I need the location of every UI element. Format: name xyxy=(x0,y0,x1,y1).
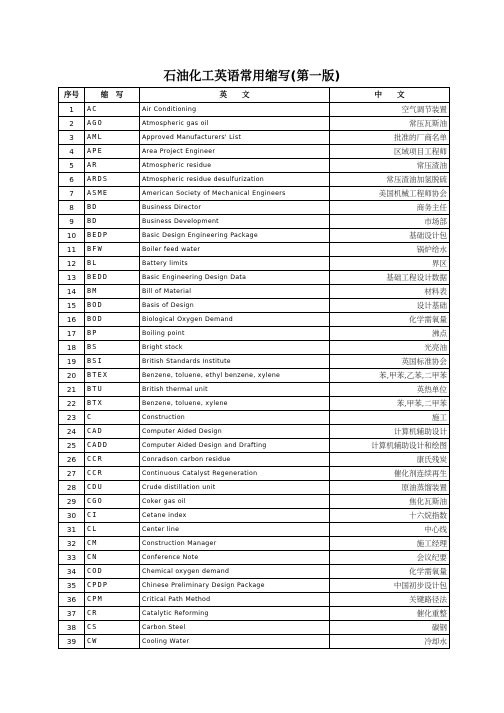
abbreviation-cell: BSI xyxy=(85,354,140,368)
table-row xyxy=(59,298,450,312)
row-number: 37 xyxy=(59,606,85,620)
chinese-cell: 沸点 xyxy=(330,326,450,340)
chinese-cell: 化学需氧量 xyxy=(330,564,450,578)
row-number: 19 xyxy=(59,354,85,368)
header-abbr: 缩 写 xyxy=(85,88,140,103)
english-cell: Construction Manager xyxy=(140,536,330,550)
table-row xyxy=(59,424,450,438)
table-row xyxy=(59,284,450,298)
english-cell: Bill of Material xyxy=(140,284,330,298)
row-number: 20 xyxy=(59,368,85,382)
abbreviation-cell: CDU xyxy=(85,480,140,494)
row-number: 33 xyxy=(59,550,85,564)
english-cell: American Society of Mechanical Engineers xyxy=(140,186,330,200)
english-cell: British Standards Institute xyxy=(140,354,330,368)
row-number: 6 xyxy=(59,172,85,186)
abbreviation-cell: CI xyxy=(85,508,140,522)
chinese-cell: 催化剂连续再生 xyxy=(330,466,450,480)
abbreviation-cell: CW xyxy=(85,634,140,648)
chinese-cell: 施工经理 xyxy=(330,536,450,550)
english-cell: Basic Engineering Design Data xyxy=(140,270,330,284)
chinese-cell: 商务主任 xyxy=(330,200,450,214)
chinese-cell: 冷却水 xyxy=(330,634,450,648)
table-row xyxy=(59,312,450,326)
row-number: 1 xyxy=(59,102,85,116)
chinese-cell: 设计基础 xyxy=(330,298,450,312)
english-cell: Biological Oxygen Demand xyxy=(140,312,330,326)
row-number: 35 xyxy=(59,578,85,592)
abbreviation-cell: AR xyxy=(85,158,140,172)
row-number: 17 xyxy=(59,326,85,340)
english-cell: Approved Manufacturers' List xyxy=(140,130,330,144)
abbreviation-cell: CGO xyxy=(85,494,140,508)
table-row xyxy=(59,620,450,634)
english-cell: Center line xyxy=(140,522,330,536)
abbreviation-cell: ARDS xyxy=(85,172,140,186)
table-row xyxy=(59,256,450,270)
english-cell: Benzene, toluene, ethyl benzene, xylene xyxy=(140,368,330,382)
english-cell: British thermal unit xyxy=(140,382,330,396)
row-number: 32 xyxy=(59,536,85,550)
abbreviation-cell: BM xyxy=(85,284,140,298)
chinese-cell: 空气调节装置 xyxy=(330,102,450,116)
page-title: 石油化工英语常用缩写(第一版) xyxy=(163,68,341,83)
table-row xyxy=(59,340,450,354)
table-row xyxy=(59,186,450,200)
row-number: 25 xyxy=(59,438,85,452)
table-row xyxy=(59,130,450,144)
chinese-cell: 施工 xyxy=(330,410,450,424)
row-number: 15 xyxy=(59,298,85,312)
chinese-cell: 中国初步设计包 xyxy=(330,578,450,592)
table-row xyxy=(59,606,450,620)
english-cell: Benzene, toluene, xylene xyxy=(140,396,330,410)
table-row xyxy=(59,116,450,130)
english-cell: Atmospheric residue desulfurization xyxy=(140,172,330,186)
chinese-cell: 光亮油 xyxy=(330,340,450,354)
chinese-cell: 计算机辅助设计和绘图 xyxy=(330,438,450,452)
chinese-cell: 基础工程设计数据 xyxy=(330,270,450,284)
row-number: 11 xyxy=(59,242,85,256)
english-cell: Business Director xyxy=(140,200,330,214)
header-no: 序号 xyxy=(59,88,85,103)
header-zh: 中 文 xyxy=(330,88,450,103)
table-row xyxy=(59,438,450,452)
abbreviation-cell: CL xyxy=(85,522,140,536)
row-number: 24 xyxy=(59,424,85,438)
row-number: 9 xyxy=(59,214,85,228)
table-row xyxy=(59,452,450,466)
chinese-cell: 基础设计包 xyxy=(330,228,450,242)
abbreviation-cell: BTU xyxy=(85,382,140,396)
english-cell: Chemical oxygen demand xyxy=(140,564,330,578)
chinese-cell: 英国标准协会 xyxy=(330,354,450,368)
english-cell: Atmospheric gas oil xyxy=(140,116,330,130)
chinese-cell: 界区 xyxy=(330,256,450,270)
english-cell: Coker gas oil xyxy=(140,494,330,508)
chinese-cell: 常压瓦斯油 xyxy=(330,116,450,130)
english-cell: Continuous Catalyst Regeneration xyxy=(140,466,330,480)
abbreviation-cell: ASME xyxy=(85,186,140,200)
row-number: 14 xyxy=(59,284,85,298)
chinese-cell: 催化重整 xyxy=(330,606,450,620)
table-row xyxy=(59,228,450,242)
row-number: 31 xyxy=(59,522,85,536)
abbreviation-cell: BFW xyxy=(85,242,140,256)
abbreviation-cell: BEDP xyxy=(85,228,140,242)
chinese-cell: 英热单位 xyxy=(330,382,450,396)
table-row xyxy=(59,158,450,172)
table-row xyxy=(59,578,450,592)
row-number: 34 xyxy=(59,564,85,578)
table-row xyxy=(59,270,450,284)
english-cell: Atmospheric residue xyxy=(140,158,330,172)
abbreviation-cell: CADD xyxy=(85,438,140,452)
row-number: 18 xyxy=(59,340,85,354)
english-cell: Computer Aided Design xyxy=(140,424,330,438)
abbreviation-cell: C xyxy=(85,410,140,424)
chinese-cell: 中心线 xyxy=(330,522,450,536)
chinese-cell: 区域项目工程师 xyxy=(330,144,450,158)
row-number: 7 xyxy=(59,186,85,200)
abbreviation-cell: BOD xyxy=(85,298,140,312)
english-cell: Bright stock xyxy=(140,340,330,354)
table-row xyxy=(59,494,450,508)
row-number: 39 xyxy=(59,634,85,648)
abbreviation-cell: BS xyxy=(85,340,140,354)
table-row xyxy=(59,564,450,578)
english-cell: Boiler feed water xyxy=(140,242,330,256)
english-cell: Computer Aided Design and Drafting xyxy=(140,438,330,452)
table-row xyxy=(59,536,450,550)
abbreviation-cell: APE xyxy=(85,144,140,158)
chinese-cell: 关键路径法 xyxy=(330,592,450,606)
chinese-cell: 康氏残炭 xyxy=(330,452,450,466)
row-number: 8 xyxy=(59,200,85,214)
table-row xyxy=(59,480,450,494)
row-number: 3 xyxy=(59,130,85,144)
abbreviation-cell: BOD xyxy=(85,312,140,326)
chinese-cell: 原油蒸馏装置 xyxy=(330,480,450,494)
abbreviation-table xyxy=(58,87,450,649)
abbreviation-cell: CS xyxy=(85,620,140,634)
row-number: 27 xyxy=(59,466,85,480)
table-row xyxy=(59,326,450,340)
english-cell: Air Conditioning xyxy=(140,102,330,116)
table-row xyxy=(59,368,450,382)
table-header-row xyxy=(59,88,450,103)
row-number: 13 xyxy=(59,270,85,284)
abbreviation-cell: CM xyxy=(85,536,140,550)
abbreviation-cell: BP xyxy=(85,326,140,340)
table-row xyxy=(59,172,450,186)
abbreviation-cell: CR xyxy=(85,606,140,620)
table-row xyxy=(59,144,450,158)
english-cell: Battery limits xyxy=(140,256,330,270)
abbreviation-cell: BTEX xyxy=(85,368,140,382)
table-row xyxy=(59,522,450,536)
chinese-cell: 常压渣油 xyxy=(330,158,450,172)
abbreviation-cell: CN xyxy=(85,550,140,564)
chinese-cell: 材料表 xyxy=(330,284,450,298)
table-row xyxy=(59,634,450,648)
table-row xyxy=(59,242,450,256)
abbreviation-cell: BL xyxy=(85,256,140,270)
row-number: 23 xyxy=(59,410,85,424)
table-row xyxy=(59,550,450,564)
abbreviation-cell: BD xyxy=(85,214,140,228)
english-cell: Area Project Engineer xyxy=(140,144,330,158)
chinese-cell: 市场部 xyxy=(330,214,450,228)
table-row xyxy=(59,592,450,606)
table-row xyxy=(59,214,450,228)
english-cell: Cetane index xyxy=(140,508,330,522)
chinese-cell: 焦化瓦斯油 xyxy=(330,494,450,508)
row-number: 22 xyxy=(59,396,85,410)
table-row xyxy=(59,410,450,424)
row-number: 4 xyxy=(59,144,85,158)
row-number: 36 xyxy=(59,592,85,606)
english-cell: Cooling Water xyxy=(140,634,330,648)
table-row xyxy=(59,396,450,410)
row-number: 21 xyxy=(59,382,85,396)
chinese-cell: 批准的厂商名单 xyxy=(330,130,450,144)
english-cell: Crude distillation unit xyxy=(140,480,330,494)
table-body xyxy=(59,102,450,648)
english-cell: Boiling point xyxy=(140,326,330,340)
chinese-cell: 常压渣油加氢脱硫 xyxy=(330,172,450,186)
abbreviation-cell: CCR xyxy=(85,452,140,466)
chinese-cell: 苯,甲苯,乙苯,二甲苯 xyxy=(330,368,450,382)
row-number: 38 xyxy=(59,620,85,634)
english-cell: Conradson carbon residue xyxy=(140,452,330,466)
english-cell: Conference Note xyxy=(140,550,330,564)
table-row xyxy=(59,354,450,368)
english-cell: Basis of Design xyxy=(140,298,330,312)
chinese-cell: 十六烷指数 xyxy=(330,508,450,522)
row-number: 10 xyxy=(59,228,85,242)
table-row xyxy=(59,102,450,116)
row-number: 5 xyxy=(59,158,85,172)
abbreviation-cell: COD xyxy=(85,564,140,578)
abbreviation-cell: BD xyxy=(85,200,140,214)
chinese-cell: 美国机械工程师协会 xyxy=(330,186,450,200)
english-cell: Basic Design Engineering Package xyxy=(140,228,330,242)
header-en: 英 文 xyxy=(140,88,330,103)
english-cell: Critical Path Method xyxy=(140,592,330,606)
english-cell: Carbon Steel xyxy=(140,620,330,634)
row-number: 12 xyxy=(59,256,85,270)
table-row xyxy=(59,200,450,214)
english-cell: Chinese Preliminary Design Package xyxy=(140,578,330,592)
abbreviation-cell: AC xyxy=(85,102,140,116)
row-number: 29 xyxy=(59,494,85,508)
abbreviation-cell: CPM xyxy=(85,592,140,606)
row-number: 16 xyxy=(59,312,85,326)
table-row xyxy=(59,508,450,522)
chinese-cell: 锅炉给水 xyxy=(330,242,450,256)
english-cell: Construction xyxy=(140,410,330,424)
row-number: 28 xyxy=(59,480,85,494)
row-number: 2 xyxy=(59,116,85,130)
chinese-cell: 碳钢 xyxy=(330,620,450,634)
chinese-cell: 会议纪要 xyxy=(330,550,450,564)
english-cell: Catalytic Reforming xyxy=(140,606,330,620)
abbreviation-cell: CCR xyxy=(85,466,140,480)
abbreviation-cell: AGO xyxy=(85,116,140,130)
abbreviation-cell: AML xyxy=(85,130,140,144)
row-number: 30 xyxy=(59,508,85,522)
table-row xyxy=(59,466,450,480)
abbreviation-cell: BTX xyxy=(85,396,140,410)
english-cell: Business Development xyxy=(140,214,330,228)
abbreviation-cell: BEDD xyxy=(85,270,140,284)
abbreviation-cell: CAD xyxy=(85,424,140,438)
chinese-cell: 化学需氧量 xyxy=(330,312,450,326)
chinese-cell: 计算机辅助设计 xyxy=(330,424,450,438)
chinese-cell: 苯,甲苯,二甲苯 xyxy=(330,396,450,410)
row-number: 26 xyxy=(59,452,85,466)
table-row xyxy=(59,382,450,396)
abbreviation-cell: CPDP xyxy=(85,578,140,592)
